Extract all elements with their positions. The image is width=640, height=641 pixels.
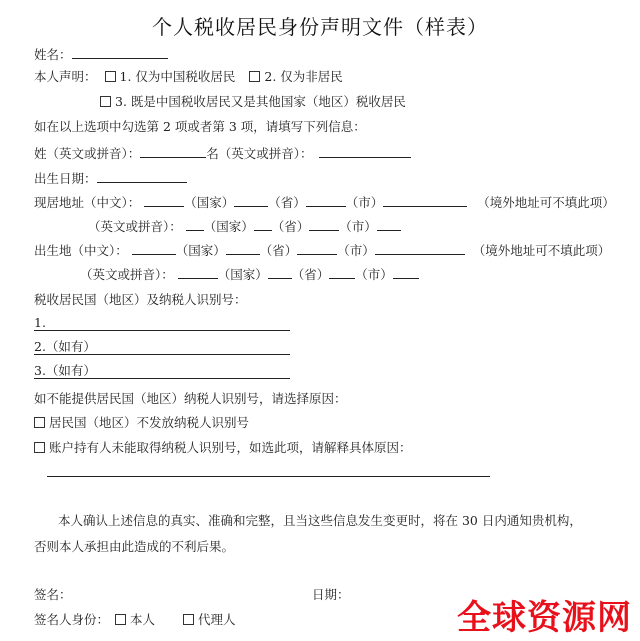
identity-agent-label: 代理人 (198, 612, 236, 627)
watermark-logo: 全球资源网 (457, 598, 632, 638)
name-row (34, 46, 168, 63)
tin-item-1 (34, 315, 290, 335)
tin-3-label: 3.（如有） (34, 363, 96, 378)
province-label: （省） (271, 219, 310, 234)
province-label: （省） (268, 195, 306, 210)
confirmation-line-1: 本人确认上述信息的真实、准确和完整，且当这些信息发生变更时，将在 30 日内通知贵机构， (58, 513, 582, 528)
reason2-explanation-field[interactable] (47, 476, 490, 477)
dob-row (34, 170, 187, 187)
instruction-text: 如在以上选项中勾选第 2 项或者第 3 项，请填写下列信息： (34, 119, 366, 134)
confirmation-line-2: 否则本人承担由此造成的不利后果。 (34, 539, 235, 554)
current-address-label: 现居地址（中文）： (34, 195, 141, 210)
identity-self-checkbox[interactable] (115, 614, 126, 625)
surname-field[interactable] (140, 145, 206, 158)
name-field[interactable] (72, 46, 168, 59)
current-address-en-label: （英文或拼音）： (88, 219, 182, 234)
city-label: （市） (355, 267, 393, 282)
no-tin-heading: 如不能提供居民国（地区）纳税人识别号，请选择原因： (34, 391, 347, 406)
tin-1-field[interactable] (34, 315, 290, 331)
reason1-checkbox[interactable] (34, 417, 45, 428)
tin-3-field[interactable] (34, 363, 290, 379)
option2-label: 2. 仅为非居民 (264, 69, 343, 84)
country-label: （国家） (217, 267, 268, 282)
city-label: （市） (337, 243, 375, 258)
declare-label: 本人声明： (34, 69, 97, 84)
reason2-checkbox[interactable] (34, 442, 45, 453)
given-name-field[interactable] (319, 145, 411, 158)
given-name-label: 名（英文或拼音）： (206, 146, 313, 161)
birthplace-row (34, 242, 610, 259)
country-label: （国家） (184, 195, 235, 210)
identity-label: 签名人身份： (34, 612, 110, 627)
current-address-en-row (88, 218, 401, 235)
tin-2-field[interactable] (34, 339, 290, 355)
current-address-field[interactable] (144, 194, 467, 211)
reason1-label: 居民国（地区）不发放纳税人识别号 (49, 415, 250, 430)
date-label: 日期： (312, 587, 350, 602)
tin-item-2 (34, 339, 290, 359)
page-title: 个人税收居民身份声明文件（样表） (152, 15, 488, 39)
birthplace-field[interactable] (132, 242, 465, 259)
birthplace-label: 出生地（中文）： (34, 243, 128, 258)
tin-heading: 税收居民国（地区）及纳税人识别号： (34, 292, 247, 307)
option3-checkbox[interactable] (100, 96, 111, 107)
reason2-row (34, 440, 412, 456)
option3-label: 3. 既是中国税收居民又是其他国家（地区）税收居民 (115, 94, 406, 109)
birthplace-en-row (80, 266, 419, 283)
identity-agent-checkbox[interactable] (183, 614, 194, 625)
current-address-en-field[interactable] (186, 218, 401, 235)
province-label: （省） (259, 243, 298, 258)
province-label: （省） (291, 267, 330, 282)
tin-2-label: 2.（如有） (34, 339, 96, 354)
city-label: （市） (339, 219, 377, 234)
option1-checkbox[interactable] (105, 71, 116, 82)
declare-row (34, 69, 343, 85)
birthplace-en-label: （英文或拼音）： (80, 267, 174, 282)
current-address-row (34, 194, 615, 211)
country-label: （国家） (203, 219, 254, 234)
country-label: （国家） (175, 243, 226, 258)
dob-field[interactable] (97, 170, 187, 183)
name-label: 姓名： (34, 47, 72, 62)
surname-label: 姓（英文或拼音）： (34, 146, 141, 161)
option1-label: 1. 仅为中国税收居民 (119, 69, 236, 84)
current-address-note: （境外地址可不填此项） (477, 195, 615, 210)
tin-item-3 (34, 363, 290, 383)
option2-checkbox[interactable] (249, 71, 260, 82)
identity-self-label: 本人 (130, 612, 156, 627)
tin-1-label: 1. (34, 315, 46, 330)
dob-label: 出生日期： (34, 171, 97, 186)
sign-label: 签名： (34, 587, 72, 602)
option3-row (100, 94, 406, 110)
reason2-label: 账户持有人未能取得纳税人识别号，如选此项，请解释具体原因： (49, 440, 412, 455)
city-label: （市） (345, 195, 384, 210)
birthplace-note: （境外地址可不填此项） (472, 243, 611, 258)
reason1-row (34, 415, 249, 431)
identity-row (34, 612, 236, 628)
english-name-row (34, 145, 411, 162)
birthplace-en-field[interactable] (178, 266, 419, 283)
